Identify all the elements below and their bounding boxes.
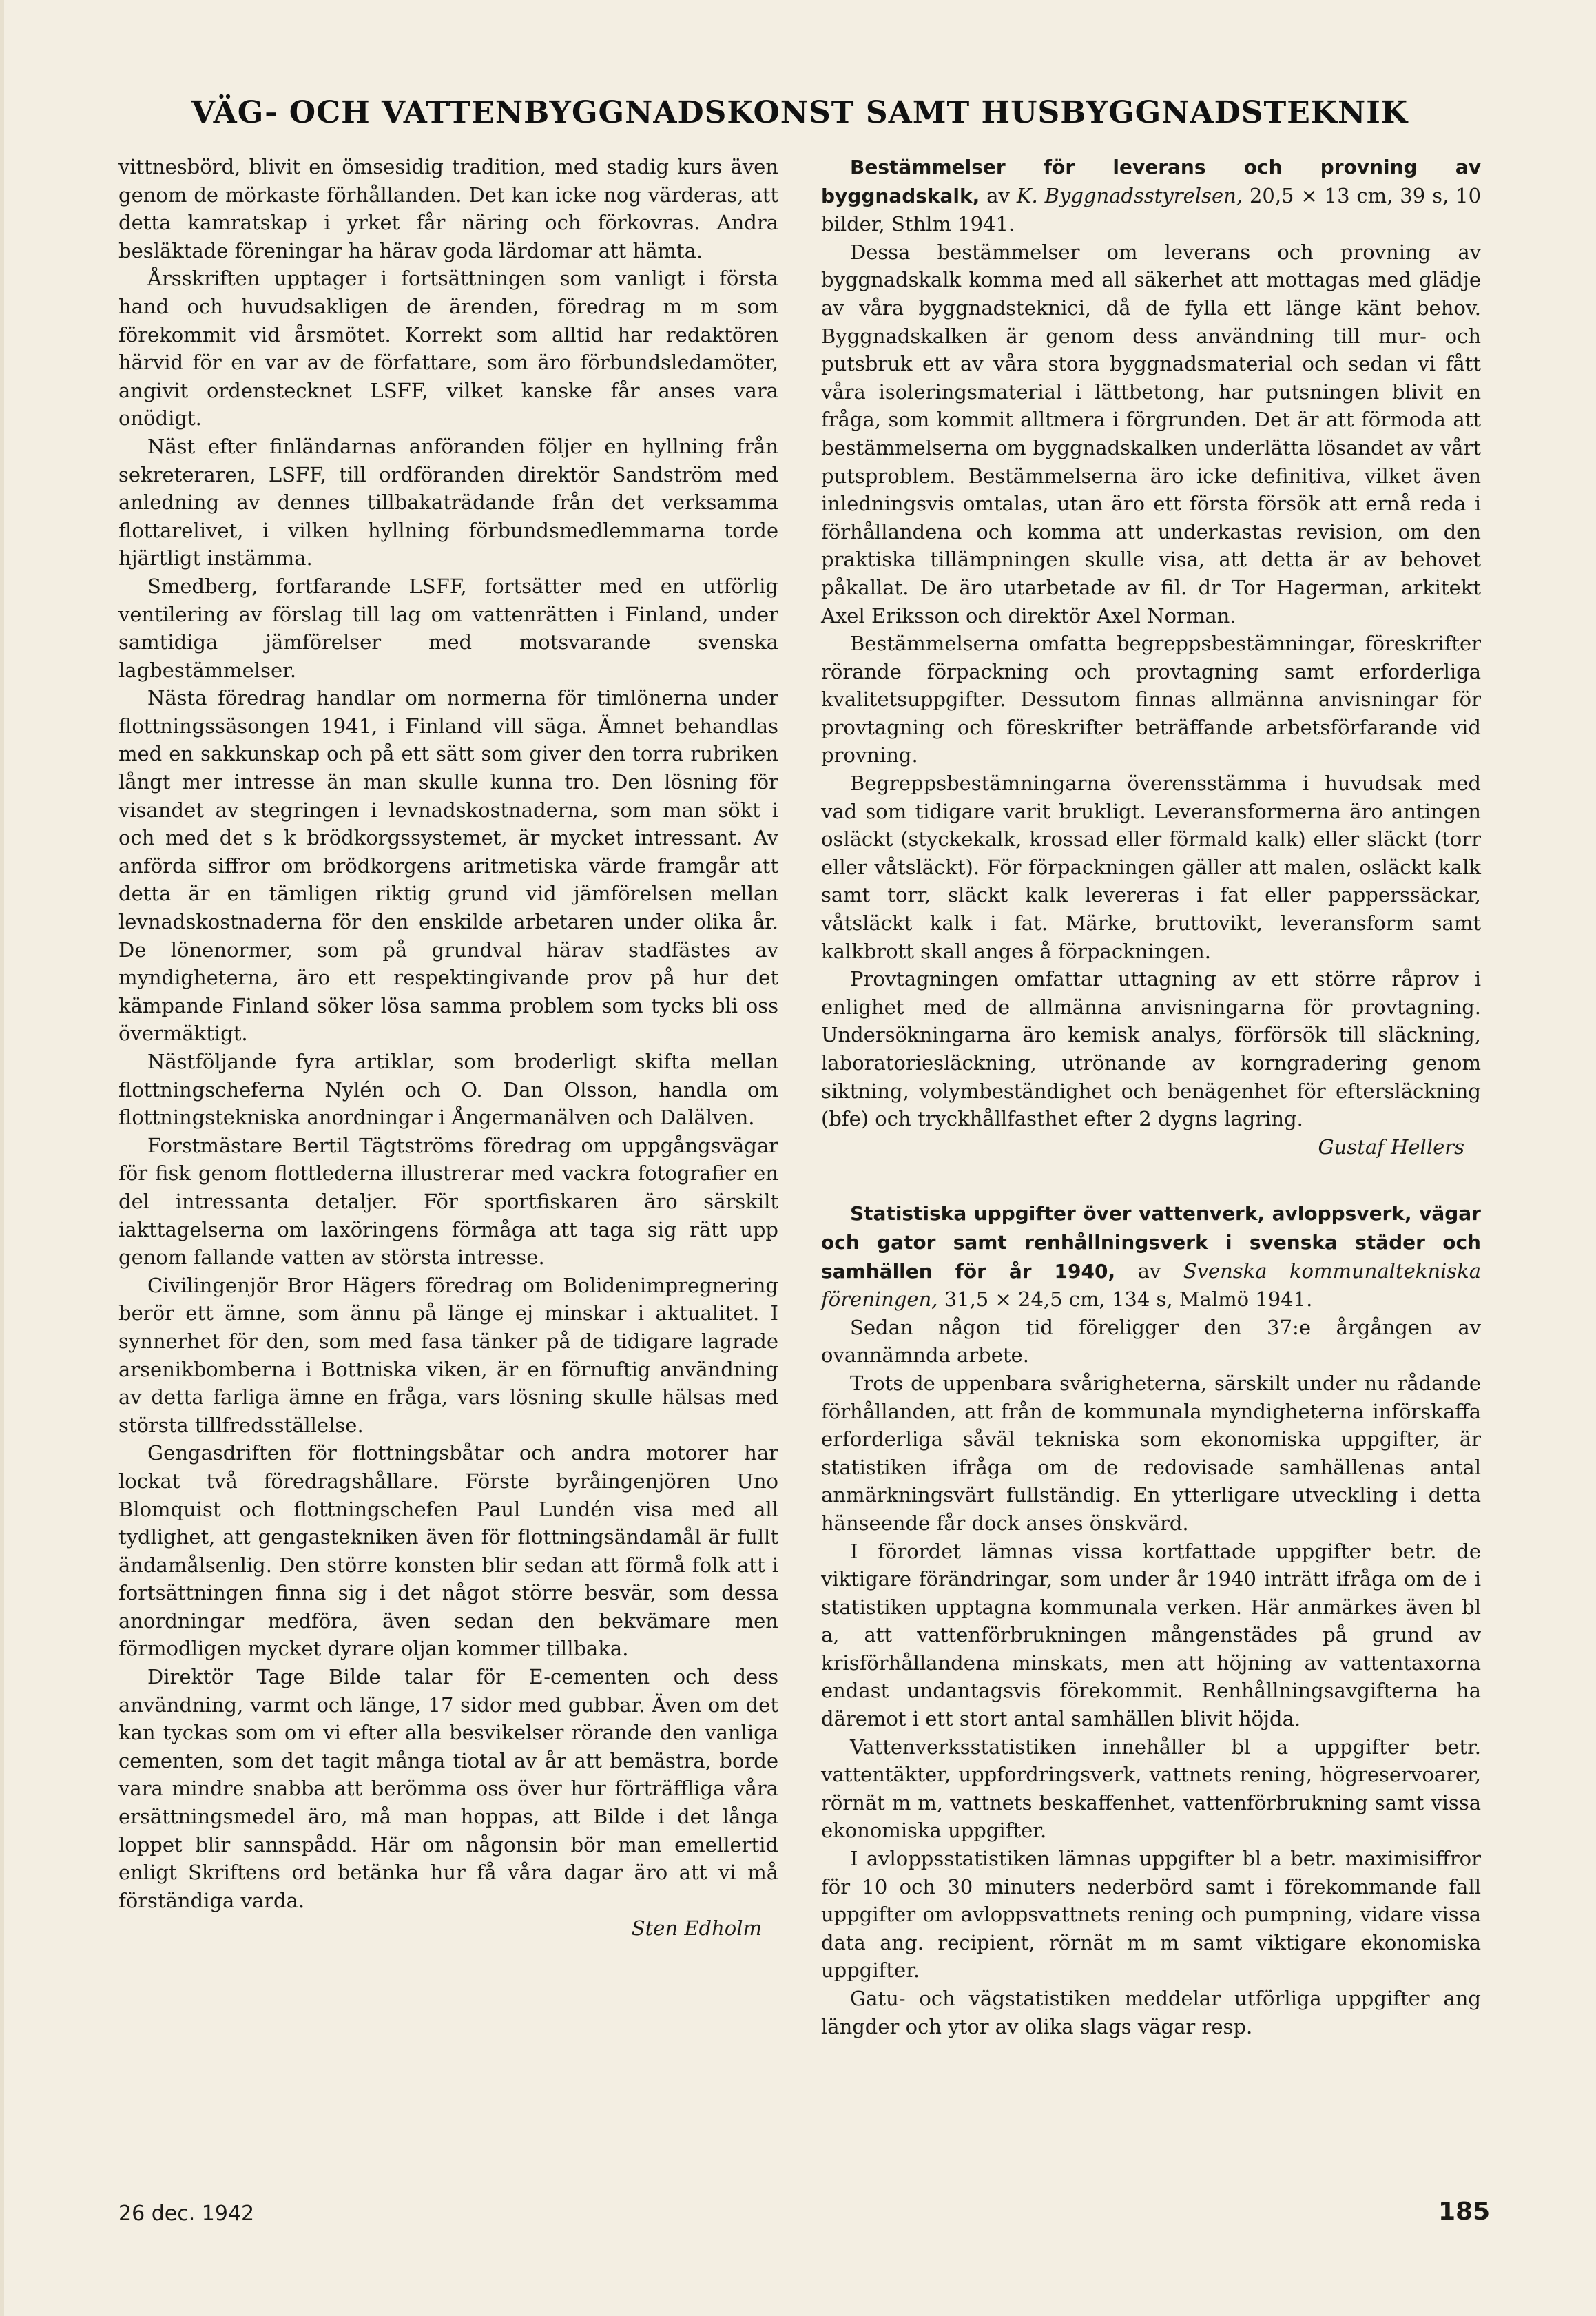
author-signature: Gustaf Hellers	[1318, 1135, 1464, 1159]
review-title: Statistiska uppgifter över vattenverk, avloppsverk, vägar och gator samt renhållningsverk i svenska städer och samhällen för år 1940,	[821, 1202, 1481, 1283]
body-paragraph: Nästa föredrag handlar om normerna för timlönerna under flottningssäsongen 1941, i Finland vill säga. Ämnet behandlas med en sakkunskap och på ett sätt som giver den torra rubriken långt mer intresse än man skulle kunna tro. Den lösning för visandet av stegringen i levnadskostnaderna, som man sökt i och med det s k brödkorgssystemet, är mycket intressant. Av anförda siffror om brödkorgens aritmetiska värde framgår att detta är en tämligen riktig grund vid jämförelsen mellan levnadskostnaderna för den enskilde arbetaren under olika år. De lönenormer, som på grundval härav stadfästes av myndigheterna, äro ett respektingivande prov på hur det kämpande Finland söker lösa samma problem som tycks bli oss övermäktigt.	[118, 686, 778, 1046]
review-author-prefix: av	[1137, 1259, 1161, 1283]
review-title: Bestämmelser för leverans och provning av byggnadskalk,	[821, 156, 1481, 207]
body-paragraph: Gatu- och vägstatistiken meddelar utförliga uppgifter ang längder och ytor av olika slags vägar resp.	[821, 1987, 1481, 2038]
body-paragraph: Bestämmelserna omfatta begreppsbestämningar, föreskrifter rörande förpackning och provtagning samt erforderliga kvalitetsuppgifter. Dessutom finnas allmänna anvisningar för provtagning och föreskrifter beträffande arbetsförfarande vid provning.	[821, 632, 1481, 767]
section-header: VÄG- OCH VATTENBYGGNADSKONST SAMT HUSBYGGNADSTEKNIK	[191, 95, 1409, 130]
body-paragraph: Trots de uppenbara svårigheterna, särskilt under nu rådande förhållanden, att från de kommunala myndigheterna införskaffa erforderliga såväl tekniska som ekonomiska uppgifter, är statistiken ifråga om de redovisade samhällenas antal anmärkningsvärt fullständig. En ytterligare utveckling i detta hänseende får dock anses önskvärd.	[821, 1371, 1481, 1535]
body-paragraph: Årsskriften upptager i fortsättningen som vanligt i första hand och huvudsakligen de ärenden, föredrag m m som förekommit vid årsmötet. Korrekt som alltid har redaktören härvid för en var av de författare, som äro förbundsledamöter, angivit ordenstecknet LSFF, vilket kanske får anses vara onödigt.	[118, 267, 778, 431]
body-paragraph: Dessa bestämmelser om leverans och provning av byggnadskalk komma med all säkerhet att mottagas med glädje av våra byggnadsteknici, då de fylla ett länge känt behov. Byggnadskalken är genom dess användning till mur- och putsbruk ett av våra stora byggnadsmaterial och sedan vi fått våra isoleringsmaterial i lättbetong, har putsningen blivit en fråga, som kommit alltmera i förgrunden. Det är att förmoda att bestämmelserna om byggnadskalken underlätta lösandet av vårt putsproblem. Bestämmelserna äro icke definitiva, vilket även inledningsvis omtalas, utan äro ett första försök att ernå reda i förhållandena och komma att underkastas revision, om den praktiska tillämpningen skulle visa, att detta är av behovet påkallat. De äro utarbetade av fil. dr Tor Hagerman, arkitekt Axel Eriksson och direktör Axel Norman.	[821, 240, 1481, 628]
issue-date: 26 dec. 1942	[118, 2202, 255, 2226]
body-paragraph: Direktör Tage Bilde talar för E-cementen och dess användning, varmt och länge, 17 sidor med gubbar. Även om det kan tyckas som om vi efter alla besvikelser rörande den vanliga cementen, som det tagit många tiotal av år att bemästra, borde vara mindre snabba att berömma oss över hur förträffliga våra ersättningsmedel äro, må man hoppas, att Bilde i det långa loppet blir sannspådd. Här om någonsin bör man emellertid enligt Skriftens ord betänka hur få våra dagar äro att vi må förständiga varda.	[118, 1665, 778, 1912]
review-meta: 31,5 × 24,5 cm, 134 s, Malmö 1941.	[944, 1288, 1313, 1312]
body-paragraph: Näst efter finländarnas anföranden följer en hyllning från sekreteraren, LSFF, till ordföranden direktör Sandström med anledning av dennes tillbakaträdande från det verksamma flottarelivet, i vilken hyllning förbundsmedlemmarna torde hjärtligt instämma.	[118, 434, 778, 570]
review-author: Svenska kommunaltekniska föreningen,	[821, 1259, 1482, 1312]
review-meta: 20,5 × 13 cm, 39 s, 10 bilder, Sthlm 1941.	[821, 183, 1482, 236]
right-column	[821, 153, 1481, 2040]
body-paragraph: Nästföljande fyra artiklar, som broderligt skifta mellan flottningscheferna Nylén och O. Dan Olsson, handla om flottningstekniska anordningar i Ångermanälven och Dalälven.	[118, 1050, 778, 1130]
author-signature: Sten Edholm	[631, 1916, 762, 1941]
review-author-prefix: av	[986, 183, 1010, 207]
body-paragraph: Sedan någon tid föreligger den 37:e årgången av ovannämnda arbete.	[821, 1315, 1481, 1367]
body-paragraph: I förordet lämnas vissa kortfattade uppgifter betr. de viktigare förändringar, som under år 1940 inträtt ifråga om de i statistiken upptagna kommunala verken. Här anmärkes även bl a, att vattenförbrukningen mångenstädes på grund av krisförhållandena minskats, men att höjning av vattentaxorna endast undantagsvis förekommit. Renhållningsavgifterna ha däremot i ett stort antal samhällen blivit höjda.	[821, 1539, 1481, 1731]
body-paragraph: Gengasdriften för flottningsbåtar och andra motorer har lockat två föredragshållare. Förste byråingenjören Uno Blomquist och flottningschefen Paul Lundén visa med all tydlighet, att gengastekniken även för flottningsändamål är fullt ändamålsenlig. Den större konsten blir sedan att förmå folk att i fortsättningen finna sig i det något större besvär, som dessa anordningar medföra, även sedan den bekvämare men förmodligen mycket dyrare oljan kommer tillbaka.	[118, 1441, 778, 1661]
body-paragraph: vittnesbörd, blivit en ömsesidig tradition, med stadig kurs även genom de mörkaste förhållanden. Det kan icke nog värderas, att detta kamratskap i yrket får näring och förkovras. Andra besläktade föreningar ha härav goda lärdomar att hämta.	[118, 155, 778, 262]
body-paragraph: Forstmästare Bertil Tägtströms föredrag om uppgångsvägar för fisk genom flottlederna illustrerar med vackra fotografier en del intressanta detaljer. För sportfiskaren äro särskilt iakttagelserna om laxöringens förmåga att taga sig rätt upp genom fallande vatten av största intresse.	[118, 1133, 778, 1270]
left-column	[118, 153, 778, 1943]
body-paragraph: Provtagningen omfattar uttagning av ett större råprov i enlighet med de allmänna anvisningarna för provtagning. Undersökningarna äro kemisk analys, förförsök till släckning, laboratoriesläckning, utrönande av korngradering genom siktning, volymbeständighet och benägenhet för eftersläckning (bfe) och tryckhållfasthet efter 2 dygns lagring.	[821, 967, 1481, 1131]
body-paragraph: Smedberg, fortfarande LSFF, fortsätter med en utförlig ventilering av förslag till lag om vattenrätten i Finland, under samtidiga jämförelser med motsvarande svenska lagbestämmelser.	[118, 574, 778, 682]
page-number: 185	[1438, 2198, 1491, 2226]
body-paragraph: I avloppsstatistiken lämnas uppgifter bl a betr. maximisiffror för 10 och 30 minuters nederbörd samt i förekommande fall uppgifter om avloppsvattnets rening och pumpning, vidare vissa data ang. recipient, rörnät m m samt viktigare ekonomiska uppgifter.	[821, 1847, 1481, 1983]
body-paragraph: Civilingenjör Bror Hägers föredrag om Bolidenimpregnering berör ett ämne, som ännu på länge ej minskar i aktualitet. I synnerhet för den, som med fasa tänker på de tidigare lagrade arsenikbomberna i Bottniska viken, är en förnuftig användning av detta farliga ämne en fråga, vars lösning skulle hälsas med största tillfredsställelse.	[118, 1273, 778, 1437]
review-heading	[821, 1199, 1481, 1313]
section-spacer	[821, 1161, 1481, 1199]
review-author: K. Byggnadsstyrelsen,	[1016, 183, 1243, 207]
body-paragraph: Vattenverksstatistiken innehåller bl a uppgifter betr. vattentäkter, uppfordringsverk, vattnets rening, högreservoarer, rörnät m m, vattnets beskaffenhet, vattenförbrukning samt vissa ekonomiska uppgifter.	[821, 1735, 1481, 1843]
body-paragraph: Begreppsbestämningarna överensstämma i huvudsak med vad som tidigare varit brukligt. Leveransformerna äro antingen osläckt (styckekalk, krossad eller förmald kalk) eller släckt (torr eller våtsläckt). För förpackningen gäller att malen, osläckt kalk samt torr, släckt kalk levereras i fat eller papperssäckar, våtsläckt kalk i fat. Märke, bruttovikt, leveransform samt kalkbrott skall anges å förpackningen.	[821, 772, 1481, 963]
review-heading	[821, 153, 1481, 238]
